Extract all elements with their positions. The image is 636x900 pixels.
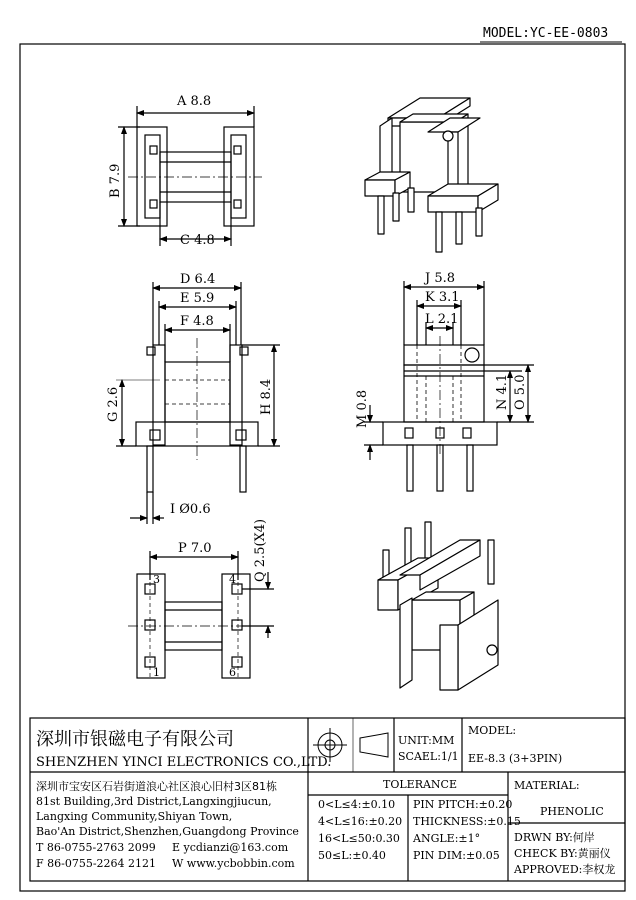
dim-e-label: E 5.9 bbox=[180, 291, 215, 306]
address-cn: 深圳市宝安区石岩街道浪心社区浪心旧村3区81栋 bbox=[36, 780, 277, 793]
pin-label-6: 6 bbox=[229, 666, 236, 679]
check-by: CHECK BY:黄丽仪 bbox=[514, 847, 611, 860]
pin-label-4: 4 bbox=[229, 573, 236, 586]
dim-l-label: L 2.1 bbox=[425, 312, 459, 327]
dim-k-label: K 3.1 bbox=[425, 290, 460, 305]
dim-d-label: D 6.4 bbox=[180, 272, 216, 287]
tolerance-4: 50≤L:±0.40 bbox=[318, 849, 386, 862]
dim-f-label: F 4.8 bbox=[180, 314, 214, 329]
dim-q-label: Q 2.5(X4) bbox=[253, 518, 268, 582]
pin-pitch: PIN PITCH:±0.20 bbox=[413, 798, 513, 811]
pin-dim: PIN DIM:±0.05 bbox=[413, 849, 500, 862]
pin-label-3: 3 bbox=[153, 573, 160, 586]
dim-c-label: C 4.8 bbox=[180, 233, 215, 248]
dim-b-label: B 7.9 bbox=[108, 163, 123, 198]
dim-n-label: N 4.1 bbox=[495, 373, 510, 410]
tolerance-1: 0<L≤4:±0.10 bbox=[318, 798, 396, 811]
dim-j-label: J 5.8 bbox=[425, 271, 456, 286]
angle: ANGLE:±1° bbox=[413, 832, 481, 845]
email: E ycdianzi@163.com bbox=[172, 841, 289, 854]
material-value: PHENOLIC bbox=[540, 805, 604, 818]
company-name-cn: 深圳市银磁电子有限公司 bbox=[36, 729, 234, 750]
model-header: MODEL:YC-EE-0803 bbox=[483, 26, 609, 41]
website: W www.ycbobbin.com bbox=[172, 857, 295, 870]
address-en-3: Bao'An District,Shenzhen,Guangdong Province bbox=[36, 825, 299, 838]
dim-o-label: O 5.0 bbox=[513, 374, 528, 410]
pin-label-1: 1 bbox=[153, 666, 160, 679]
model-value: EE-8.3 (3+3PIN) bbox=[468, 752, 563, 765]
scale-label: SCAEL:1/1 bbox=[398, 750, 459, 763]
tolerance-3: 16<L≤50:0.30 bbox=[318, 832, 400, 845]
isometric-view-bottom bbox=[378, 522, 498, 690]
material-label: MATERIAL: bbox=[514, 779, 580, 792]
unit-label: UNIT:MM bbox=[398, 734, 455, 747]
fax: F 86-0755-2264 2121 bbox=[36, 857, 157, 870]
dim-p-label: P 7.0 bbox=[178, 541, 212, 556]
top-view bbox=[118, 106, 262, 246]
isometric-view-top bbox=[365, 98, 498, 252]
dim-i-label: I Ø0.6 bbox=[170, 502, 211, 517]
telephone: T 86-0755-2763 2099 bbox=[36, 841, 156, 854]
thickness: THICKNESS:±0.15 bbox=[413, 815, 521, 828]
address-en-2: Langxing Community,Shiyan Town, bbox=[36, 810, 233, 823]
tolerance-2: 4<L≤16:±0.20 bbox=[318, 815, 403, 828]
dim-h-label: H 8.4 bbox=[259, 378, 274, 415]
dim-g-label: G 2.6 bbox=[106, 386, 121, 422]
approved-by: APPROVED:李权龙 bbox=[514, 863, 616, 876]
address-en-1: 81st Building,3rd District,Langxingjiucun, bbox=[36, 795, 272, 808]
dim-m-label: M 0.8 bbox=[355, 389, 370, 428]
drawn-by: DRWN BY:何岸 bbox=[514, 831, 595, 844]
company-name-en: SHENZHEN YINCI ELECTRONICS CO.,LTD. bbox=[36, 755, 332, 770]
tolerance-title: TOLERANCE bbox=[383, 778, 457, 791]
model-label: MODEL: bbox=[468, 724, 517, 737]
dim-a-label: A 8.8 bbox=[177, 94, 212, 109]
